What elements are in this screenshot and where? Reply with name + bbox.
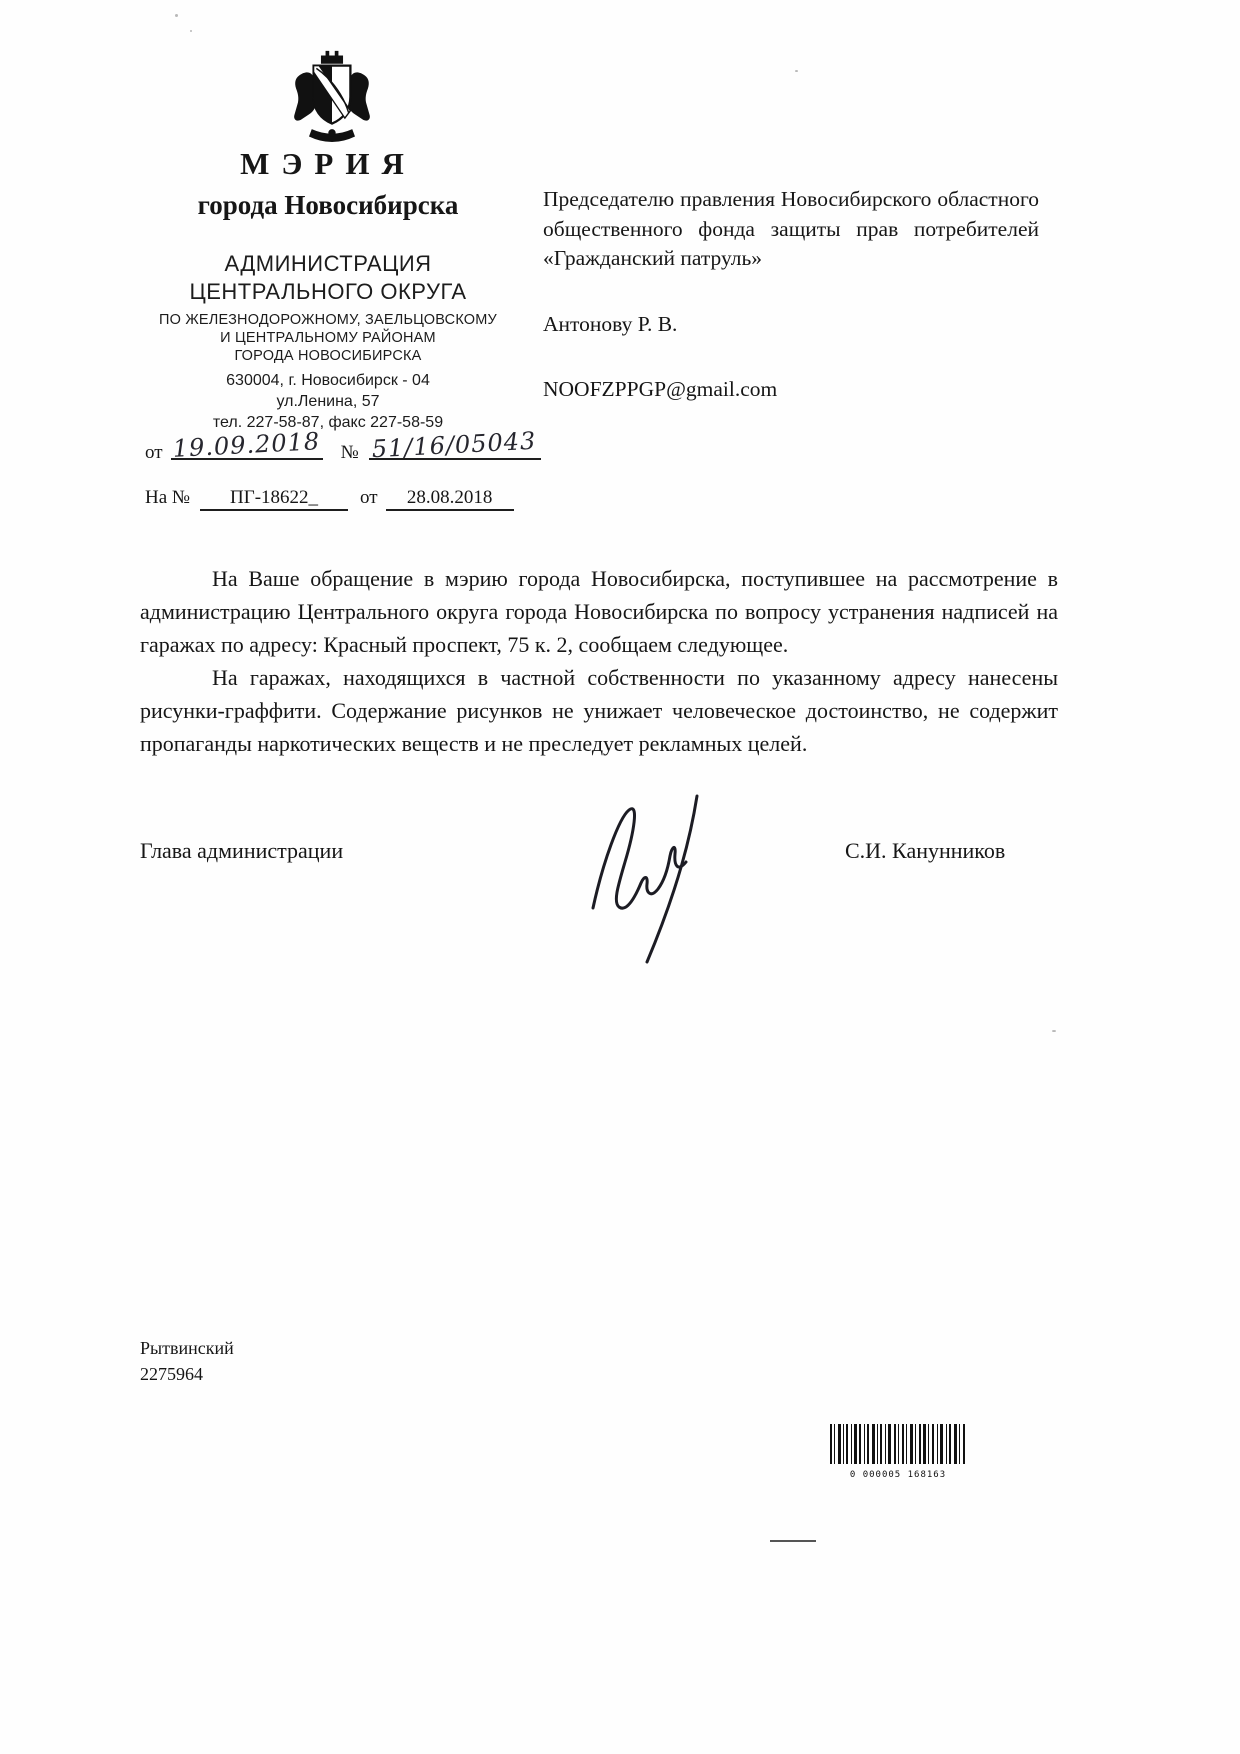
letter-body <box>140 562 1058 760</box>
letterhead <box>118 146 538 432</box>
org-name-line1: МЭРИЯ <box>240 146 416 181</box>
org-name-line2: города Новосибирска <box>197 190 459 220</box>
outgoing-date-field <box>171 427 323 463</box>
address-line1: 630004, г. Новосибирск - 04 <box>226 372 430 389</box>
signer-title: Глава администрации <box>140 838 344 863</box>
scan-speck <box>795 70 798 72</box>
incoming-date-field <box>386 487 514 511</box>
dept-line1: АДМИНИСТРАЦИЯ <box>224 251 432 276</box>
incoming-label: На № <box>145 487 191 508</box>
incoming-reference-line <box>145 487 514 511</box>
scan-speck <box>190 30 192 32</box>
incoming-date: 28.08.2018 <box>406 487 493 508</box>
recipient-block <box>543 185 1039 402</box>
dept-sub-line2: И ЦЕНТРАЛЬНОМУ РАЙОНАМ <box>220 330 436 346</box>
signer-name: С.И. Канунников <box>845 838 1006 863</box>
handwritten-date: 19.09.2018 <box>171 427 321 463</box>
dept-sub-line3: ГОРОДА НОВОСИБИРСКА <box>234 348 422 364</box>
incoming-number: ПГ-18622_ <box>230 487 319 508</box>
barcode-bars-icon <box>828 1424 968 1464</box>
executor-name: Рытвинский <box>140 1338 234 1358</box>
body-paragraph-1: На Ваше обращение в мэрию города Новосибирска, поступившее на рассмотрение в администрацию Центрального округа города Новосибирска по вопросу устранения надписей на гаражах по адресу: Красный проспект, 75 к. 2, сообщаем следующее. <box>140 566 1058 657</box>
address-line3: тел. 227-58-87, факс 227-58-59 <box>212 414 444 431</box>
recipient-email: NOOFZPPGP@gmail.com <box>543 376 778 401</box>
scan-speck <box>1052 1030 1056 1032</box>
recipient-name: Антонову Р. В. <box>543 311 678 336</box>
dept-sub-line1: ПО ЖЕЛЕЗНОДОРОЖНОМУ, ЗАЕЛЬЦОВСКОМУ <box>159 312 497 328</box>
outgoing-reference-line <box>145 426 541 464</box>
barcode-digits: 0 000005 168163 <box>849 1470 947 1480</box>
from-label: от <box>145 442 163 463</box>
handwritten-number: 51/16/05043 <box>371 426 538 464</box>
signature-scribble-icon <box>575 790 725 970</box>
executor-phone: 2275964 <box>140 1364 203 1384</box>
coat-of-arms-icon <box>286 48 378 144</box>
number-label: № <box>340 442 359 463</box>
address-line2: ул.Ленина, 57 <box>276 393 380 410</box>
incoming-from-label: от <box>360 487 378 508</box>
barcode <box>828 1424 968 1480</box>
scan-divider-mark <box>770 1540 816 1542</box>
incoming-number-field <box>200 487 348 511</box>
dept-line2: ЦЕНТРАЛЬНОГО ОКРУГА <box>189 279 467 304</box>
outgoing-number-field <box>369 426 541 464</box>
recipient-position: Председателю правления Новосибирского областного общественного фонда защиты прав потребителей «Гражданский патруль» <box>543 187 1039 271</box>
body-paragraph-2: На гаражах, находящихся в частной собственности по указанному адресу нанесены рисунки-граффити. Содержание рисунков не унижает человеческое достоинство, не содержит пропаганды наркотических веществ и не преследует рекламных целей. <box>140 665 1058 756</box>
scan-speck <box>175 14 178 17</box>
